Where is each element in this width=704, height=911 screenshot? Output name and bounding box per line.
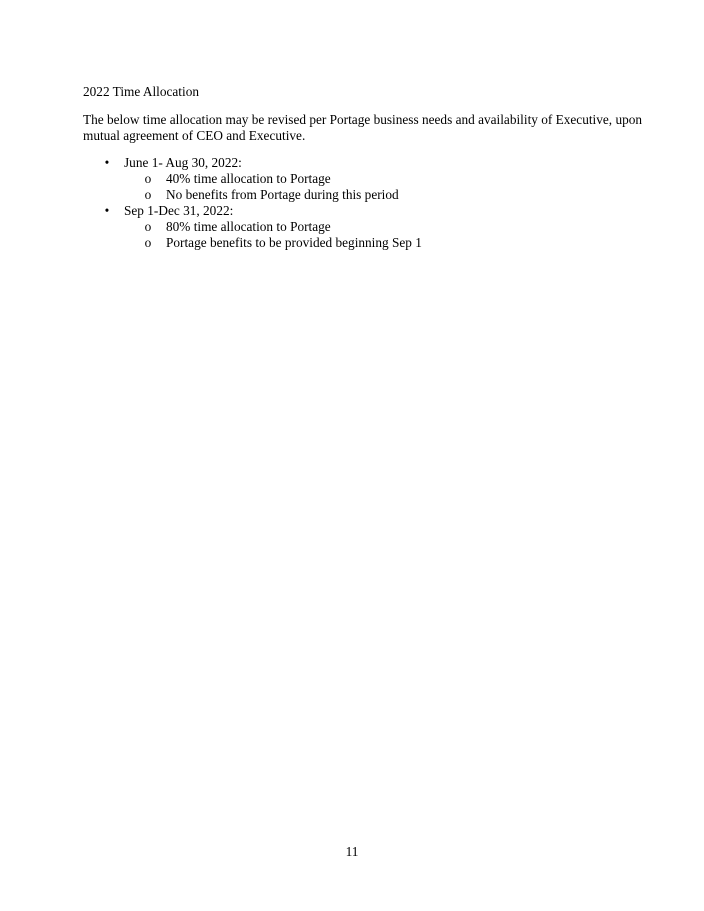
period-label: Sep 1-Dec 31, 2022:	[124, 203, 234, 218]
circle-bullet-icon: o	[144, 235, 152, 250]
time-allocation-list	[83, 155, 643, 251]
circle-bullet-icon: o	[144, 187, 152, 202]
intro-paragraph: The below time allocation may be revised per Portage business needs and availability of Executive, upon mutual agreement of CEO and Executive.	[83, 112, 643, 143]
period-detail	[83, 187, 643, 203]
detail-text: 40% time allocation to Portage	[166, 171, 331, 186]
bullet-icon: •	[104, 203, 110, 218]
detail-text: 80% time allocation to Portage	[166, 219, 331, 234]
period-detail	[83, 171, 643, 187]
circle-bullet-icon: o	[144, 171, 152, 186]
period-label: June 1- Aug 30, 2022:	[124, 155, 242, 170]
section-heading: 2022 Time Allocation	[83, 84, 199, 99]
period-item	[83, 203, 643, 219]
bullet-icon: •	[104, 155, 110, 170]
period-detail	[83, 219, 643, 235]
period-detail	[83, 235, 643, 251]
page-number: 11	[345, 844, 359, 859]
period-item	[83, 155, 643, 171]
detail-text: No benefits from Portage during this period	[166, 187, 399, 202]
detail-text: Portage benefits to be provided beginning Sep 1	[166, 235, 422, 250]
circle-bullet-icon: o	[144, 219, 152, 234]
